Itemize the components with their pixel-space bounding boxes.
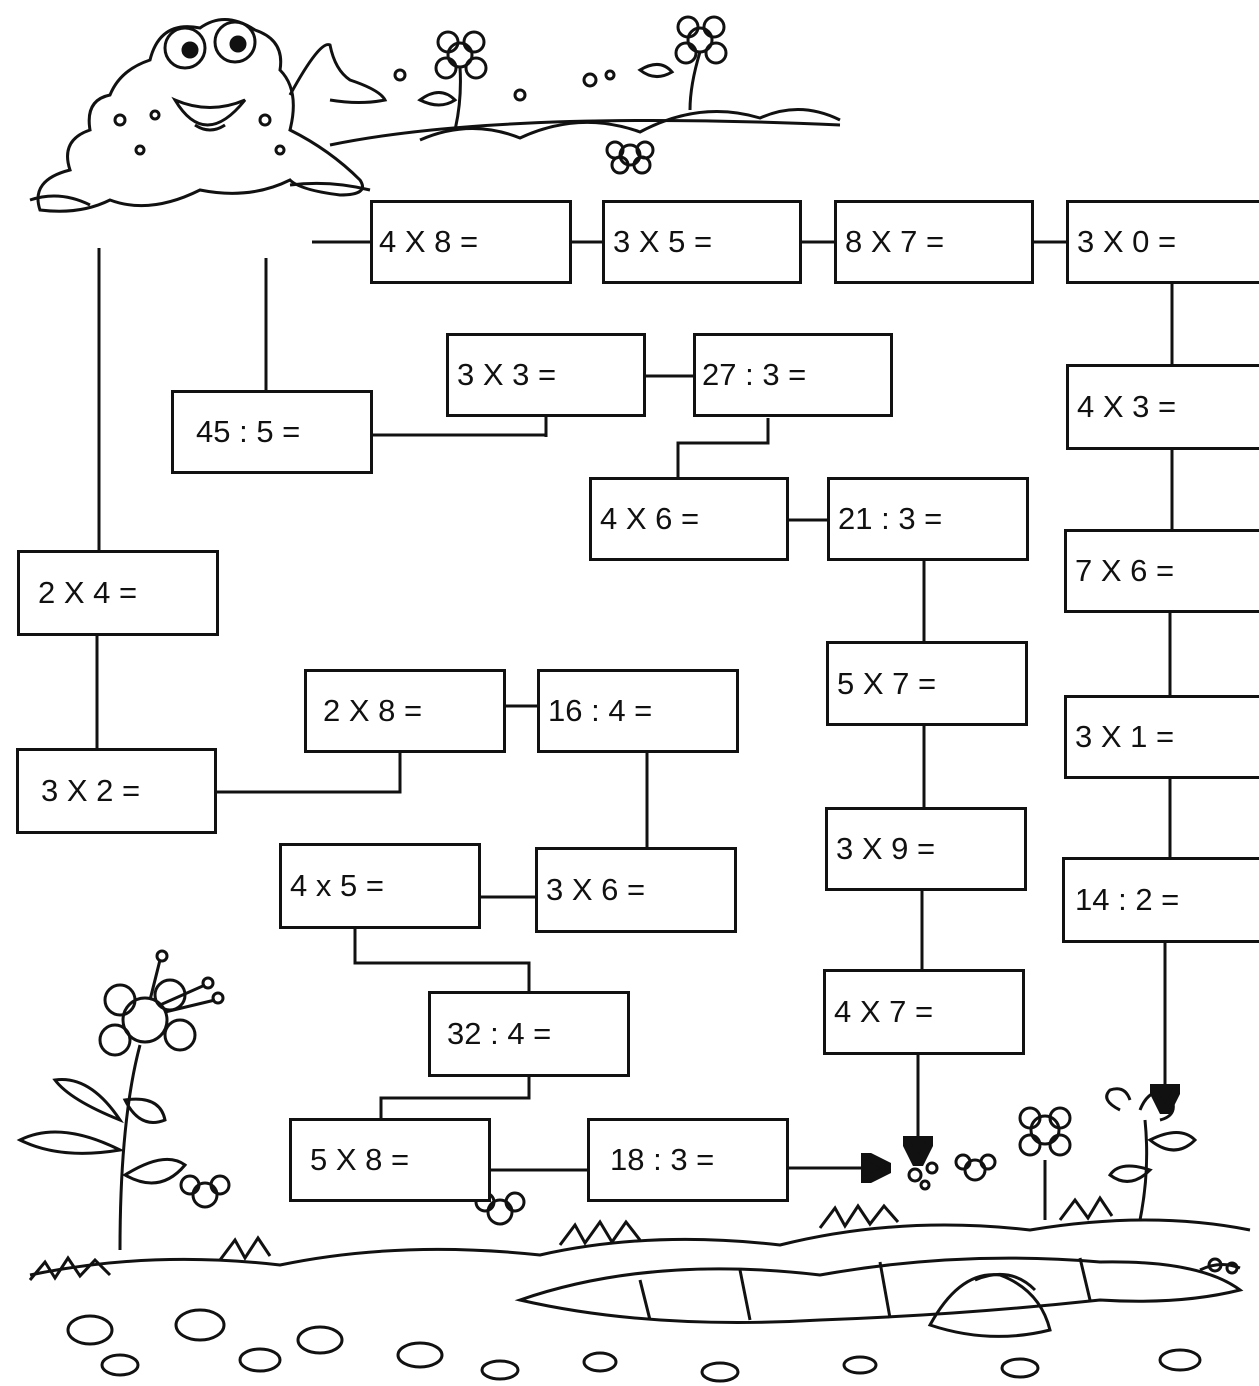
problem-label: 3 X 3 = <box>457 357 557 392</box>
problem-label: 3 X 9 = <box>836 831 936 866</box>
problem-label: 7 X 6 = <box>1075 553 1175 588</box>
problem-box[interactable] <box>827 477 1029 561</box>
problem-label: 32 : 4 = <box>447 1016 552 1051</box>
problem-label: 2 X 4 = <box>38 575 138 610</box>
problem-box[interactable] <box>1066 200 1259 284</box>
problem-box[interactable] <box>279 843 481 929</box>
problem-label: 8 X 7 = <box>845 224 945 259</box>
problem-box[interactable] <box>1064 529 1259 613</box>
problem-label: 5 X 7 = <box>837 665 937 701</box>
problem-box[interactable] <box>1066 364 1259 450</box>
problem-box[interactable] <box>304 669 506 753</box>
problem-label: 16 : 4 = <box>548 693 653 728</box>
problem-label: 3 X 2 = <box>41 773 141 808</box>
problem-label: 21 : 3 = <box>838 501 943 536</box>
problem-label: 5 X 8 = <box>310 1142 410 1177</box>
problem-box[interactable] <box>825 807 1027 891</box>
problem-label: 18 : 3 = <box>610 1142 715 1177</box>
problem-label: 4 X 3 = <box>1077 389 1177 424</box>
problem-box[interactable] <box>587 1118 789 1202</box>
problem-label: 45 : 5 = <box>196 414 301 449</box>
problem-box[interactable] <box>602 200 802 284</box>
frog-icon <box>30 19 385 211</box>
problem-label: 3 X 0 = <box>1077 224 1177 259</box>
problem-label: 4 X 6 = <box>600 501 700 536</box>
problem-label: 3 X 6 = <box>546 872 646 907</box>
problem-box[interactable] <box>834 200 1034 284</box>
problem-label: 14 : 2 = <box>1075 882 1180 917</box>
problem-box[interactable] <box>537 669 739 753</box>
problem-label: 3 X 5 = <box>613 224 713 259</box>
problem-box[interactable] <box>428 991 630 1077</box>
problem-box[interactable] <box>1062 857 1259 943</box>
problem-box[interactable] <box>823 969 1025 1055</box>
problem-label: 4 X 8 = <box>379 224 479 259</box>
problem-box[interactable] <box>446 333 646 417</box>
problem-box[interactable] <box>17 550 219 636</box>
problem-box[interactable] <box>535 847 737 933</box>
problem-box[interactable] <box>171 390 373 474</box>
problem-box[interactable] <box>16 748 217 834</box>
problem-label: 4 X 7 = <box>834 994 934 1029</box>
problem-label: 2 X 8 = <box>323 693 423 728</box>
problem-label: 4 x 5 = <box>290 868 384 903</box>
flowers-and-grass-icon <box>330 17 840 173</box>
problem-box[interactable] <box>589 477 789 561</box>
problem-box[interactable] <box>370 200 572 284</box>
problem-box[interactable] <box>693 333 893 417</box>
problem-box[interactable] <box>826 641 1028 726</box>
problem-box[interactable] <box>1064 695 1259 779</box>
problem-label: 27 : 3 = <box>702 357 807 392</box>
problem-label: 3 X 1 = <box>1075 719 1175 754</box>
problem-box[interactable] <box>289 1118 491 1202</box>
